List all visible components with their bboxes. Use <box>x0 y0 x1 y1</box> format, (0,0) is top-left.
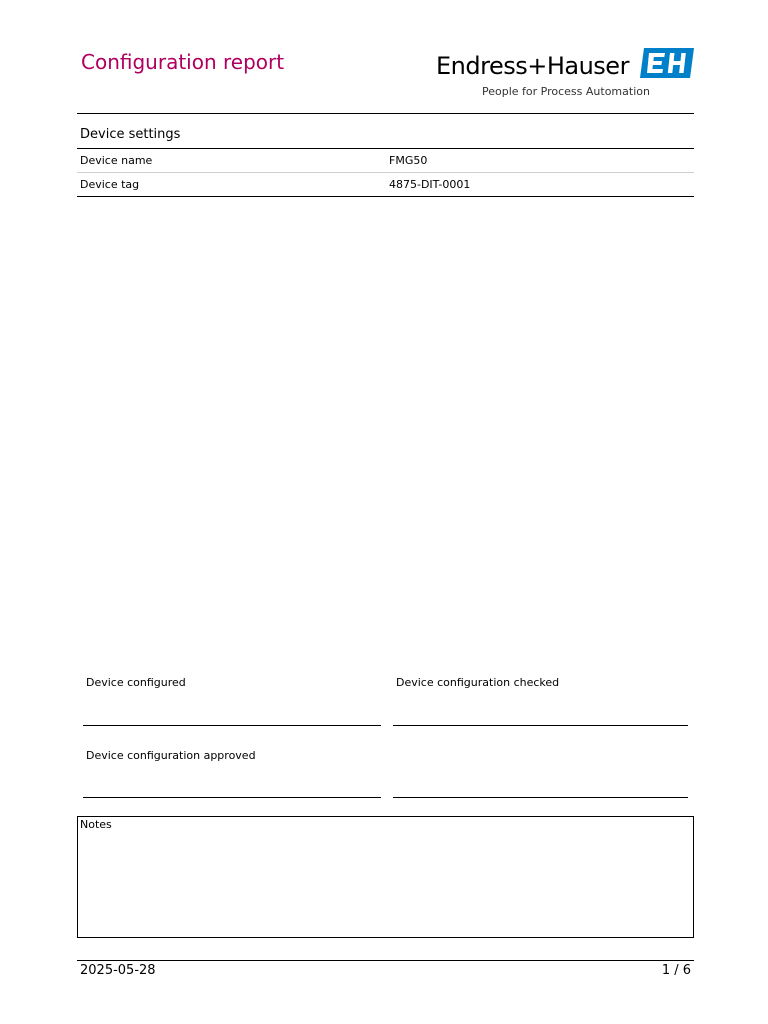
section-divider <box>77 148 694 149</box>
notes-box[interactable] <box>77 816 694 938</box>
device-tag-label: Device tag <box>80 178 140 191</box>
signature-label-approved: Device configuration approved <box>86 749 256 762</box>
page-title: Configuration report <box>81 50 285 74</box>
signature-line-approved <box>83 797 381 798</box>
endress-hauser-logo-icon <box>640 48 694 78</box>
signature-line-configured <box>83 725 381 726</box>
row-divider <box>77 172 694 173</box>
brand-name: Endress+Hauser <box>436 52 629 80</box>
footer-divider <box>77 960 694 961</box>
signature-label-configured: Device configured <box>86 676 186 689</box>
device-tag-value: 4875-DIT-0001 <box>389 178 471 191</box>
signature-line-checked <box>393 725 688 726</box>
header-divider <box>77 113 694 114</box>
table-bottom-divider <box>77 196 694 197</box>
notes-label: Notes <box>80 818 112 831</box>
brand-header <box>436 46 698 100</box>
device-name-value: FMG50 <box>389 154 428 167</box>
device-name-label: Device name <box>80 154 153 167</box>
section-title-device-settings: Device settings <box>80 127 181 142</box>
page-number: 1 / 6 <box>661 963 691 978</box>
footer-date: 2025-05-28 <box>80 963 156 978</box>
brand-tagline: People for Process Automation <box>482 85 650 98</box>
signature-label-checked: Device configuration checked <box>396 676 560 689</box>
signature-line-extra <box>393 797 688 798</box>
